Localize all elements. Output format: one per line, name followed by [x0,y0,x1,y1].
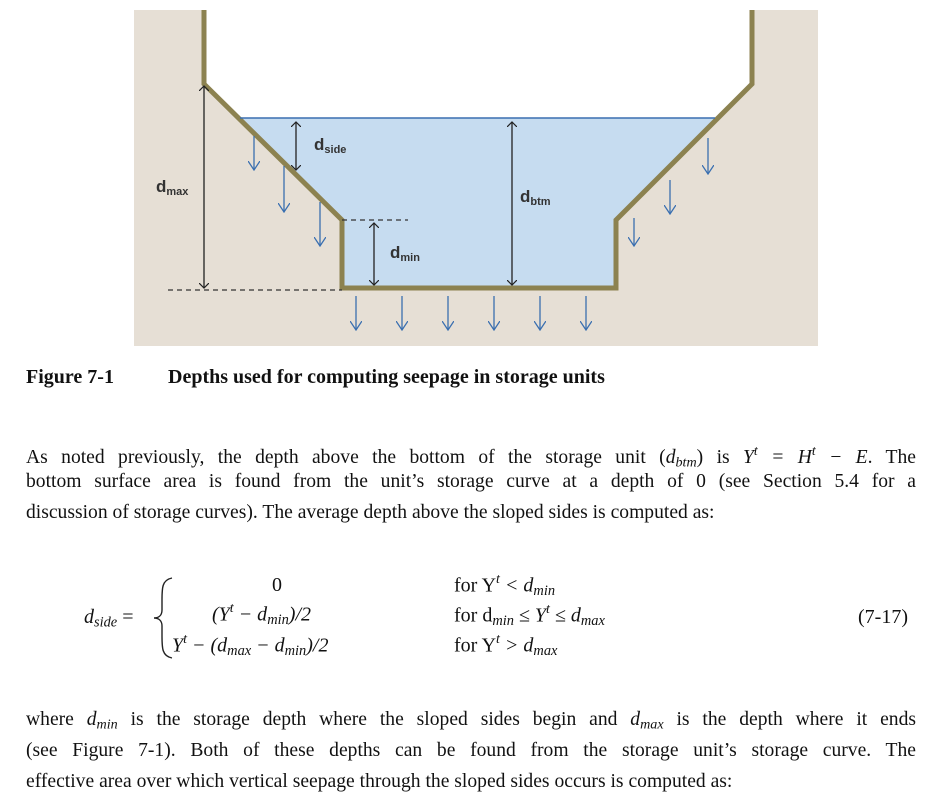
label-dmin: dmin [390,243,420,264]
equation-lhs: $d_{side}$ = [84,606,134,631]
equation-7-17 [0,568,952,668]
paragraph-intro [26,435,916,528]
label-dside: dside [314,135,347,156]
paragraph-line: discussion of storage curves). The average depth above the sloped sides is computed as: [26,502,715,523]
paragraph-line: effective area over which vertical seepage through the sloped sides occurs is computed as: [26,771,733,792]
storage-unit-figure [134,10,818,346]
paragraph-line: As noted previously, the depth above the bottom of the storage unit $(d_{btm})$ is $Y^t = H^t - E$. The [26,443,917,471]
case-2: $(Y^t - d_{min})/2$ [212,601,311,628]
label-dbtm: dbtm [520,187,551,208]
figure-number: Figure 7-1 [26,366,114,388]
equation-number: (7-17) [858,606,908,628]
label-dmax: dmax [156,177,189,198]
paragraph-explanation [26,704,916,797]
paragraph-line: where $d_{min}$ is the storage depth where the sloped sides begin and $d_{max}$ is the depth where it ends [26,709,916,733]
case-1: 0 [272,574,282,596]
paragraph-line: bottom surface area is found from the unit’s storage curve at a depth of 0 (see Section 5.4 for a [26,471,916,492]
figure-title: Depths used for computing seepage in storage units [168,366,605,388]
condition-2: for $d_{min} \le Y^t \le d_{max}$ [454,602,605,629]
case-3: $Y^t - (d_{max} - d_{min})/2$ [172,632,329,659]
pit-air [204,10,752,118]
seepage-diagram [134,10,818,346]
condition-3: for $Y^t > d_{max}$ [454,632,558,659]
paragraph-line: (see Figure 7-1). Both of these depths can be found from the storage unit’s storage curve. The [26,740,916,761]
condition-1: for $Y^t < d_{min}$ [454,572,556,599]
